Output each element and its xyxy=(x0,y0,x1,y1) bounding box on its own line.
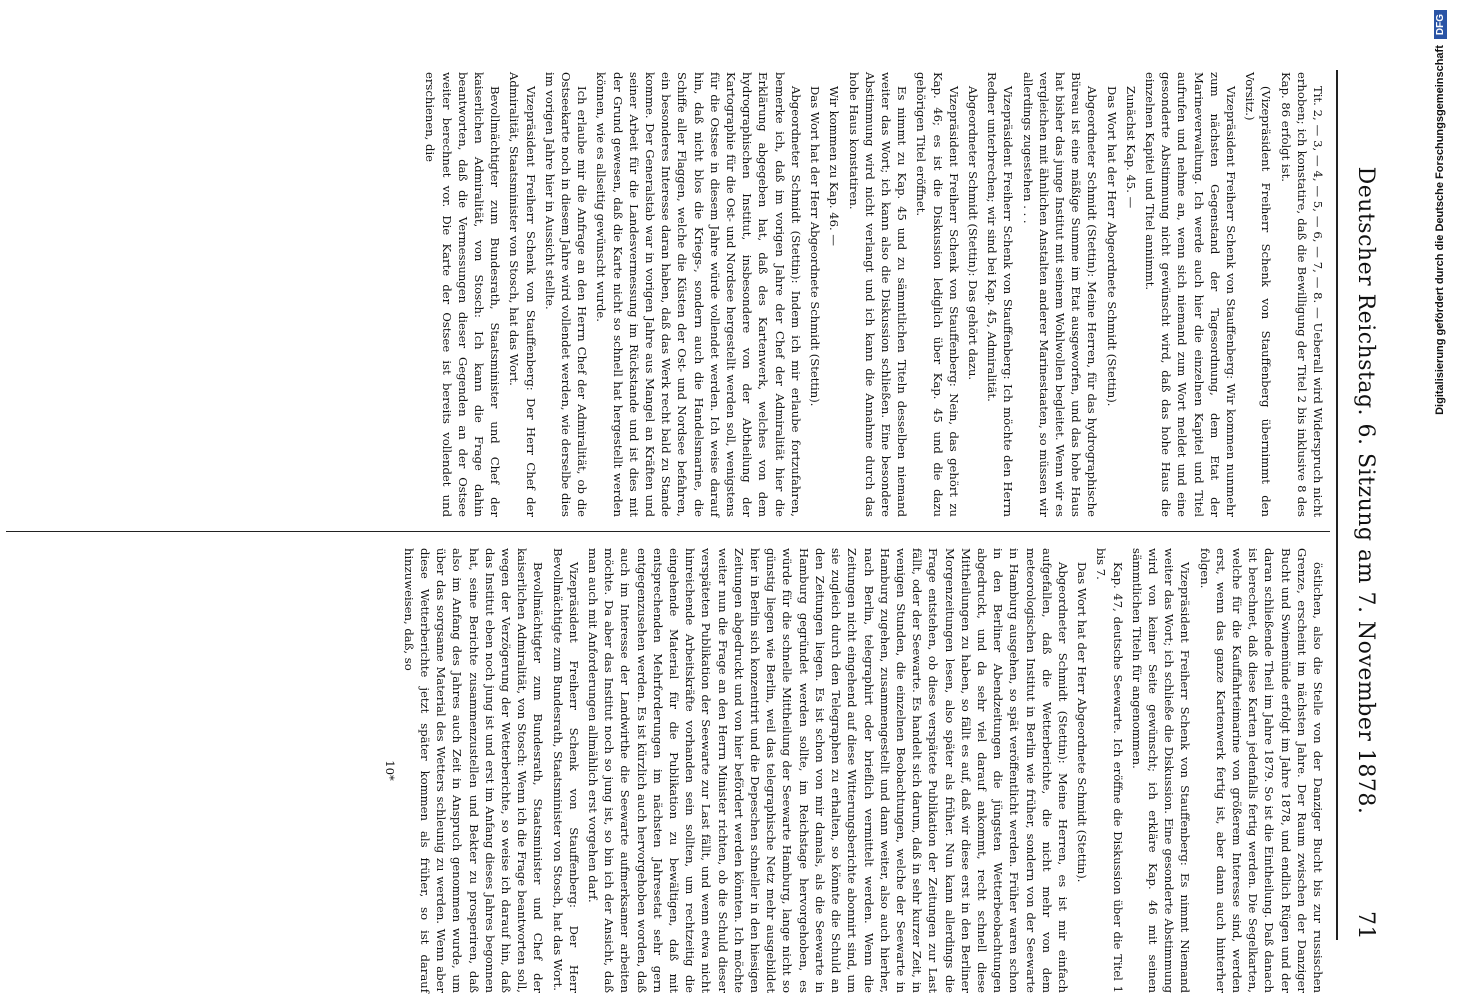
paragraph: Abgeordneter Schmidt (Stettin): Meine Herren, für das hydrographische Büreau ist eine mäßige Summe im Etat ausgeworfen, und das hohe Haus hat bisher das junge Institut mit seinem Wohlwollen begleitet. Wenn wir es vergleichen mit ähnlichen Anstalten anderer Marinestaaten, so müssen wir allerdings zugestehen . . . xyxy=(1020,72,1100,517)
paragraph: Abgeordneter Schmidt (Stettin): Meine Herren, es ist mir einfach aufgefallen, daß die Wetterberichte, die nicht mehr von dem meteorologischen Institut in Berlin wie früher, sondern von der Seewarte in Hamburg ausgehen, so spät veröffentlicht werden. Früher waren schon in den Berliner Abendzeitungen die jüngsten Wetterbeobachtungen abgedruckt, und da sehr viel darauf ankommt, recht schnell diese Mittheilungen zu haben, so fällt es auf, daß wir diese erst in den Berliner Morgenzeitungen lesen, also später als früher. Nun kann allerdings die Frage entstehen, ob diese verspätete Publikation der Zeitungen zur Last fällt, oder der Seewarte. Es handelt sich darum, daß in sehr kurzer Zeit, in wenigen Stunden, die einzelnen Beobachtungen, welche der Seewarte in Hamburg zugehen, zusammengestellt und dann weiter, also auch hierher, nach Berlin, telegraphirt oder brieflich vermittelt werden. Wenn die Zeitungen nicht eingehend auf diese Witterungsberichte abonnirt sind, um sie zugleich durch den Telegraphen zu erhalten, so könnte die Schuld an den Zeitungen liegen. Es ist schon von mir damals, als die Seewarte in Hamburg gegründet werden sollte, im Reichstage hervorgehoben, es würde für die schnelle Mittheilung der Seewarte Hamburg, lange nicht so günstig liegen wie Berlin, weil das telegraphische Netz mehr ausgebildet hier in Berlin sich konzentrirt und die Depeschen schneller in den hiesigen Zeitungen abgedruckt und von hier befördert werden könnten. Ich möchte weiter nun die Frage an den Herrn Minister richten, ob die Schuld dieser verspäteten Publikation der Seewarte zur Last fällt, und wenn etwa nicht hinreichende Arbeitskräfte vorhanden sein sollten, um rechtzeitig die eingehende Material für die Publikation zu bewältigen, daß mit entsprechenden Mehrforderungen im nächsten Jahresetat sehr gern entgegenzusehen werden. Es ist kürzlich auch hervorgehoben worden, daß auch im Interesse der Landwirthe die Seewarte aufmerksamer arbeiten möchte. Da aber das Institut noch so jung ist, so bin ich der Ansicht, daß man auch mit Anforderungen allmählich erst vorgehen darf. xyxy=(586,548,1070,993)
paragraph: Vizepräsident Freiherr Schenk von Stauffenberg: Der Herr Bevollmächtigte zum Bundesrath, Staatsminister von Stosch, hat das Wort. xyxy=(550,548,581,993)
paragraph: Vizepräsident Freiherr Schenk von Stauffenberg: Es nimmt Niemand weiter das Wort; ich schließe die Diskussion. Eine gesonderte Abstimmung wird von keiner Seite gewünscht; ich erkläre Kap. 46 mit seinen sämmtlichen Titeln für angenommen. xyxy=(1129,548,1193,993)
digitization-note-wrapper xyxy=(1420,0,1460,1000)
paragraph: 10* xyxy=(382,760,397,781)
paragraph: Kap. 47, deutsche Seewarte. Ich eröffne die Diskussion über die Titel 1 bis 7. xyxy=(1094,548,1125,993)
paragraph: Wir kommen zu Kap. 46. — xyxy=(827,86,842,246)
dfg-logo: DFG xyxy=(1434,10,1447,39)
digitization-note: Digitalisierung gefördert durch die Deutsche Forschungsgemeinschaft xyxy=(1434,45,1446,415)
page-header-title: Deutscher Reichstag. 6. Sitzung am 7. November 1878. xyxy=(1353,166,1379,815)
paragraph: Ich erlaube mir die Anfrage an den Herrn Chef der Admiralität, ob die Ostseekarte noch in diesem Jahre wird vollendet werden, wie derselbe dies im vorigen Jahre hier in Aussicht stellte. xyxy=(542,72,590,517)
paragraph: Vizepräsident Freiherr Schenk von Stauffenberg: Wir kommen nunmehr zum nächsten Gegenstand der Tagesordnung, dem Etat der Marineverwaltung. Ich werde auch hier die einzelnen Kapitel und Titel aufrufen und nehme an, wenn sich niemand zum Wort meldet und eine gesonderte Abstimmung nicht gewünscht wird, daß das hohe Haus die einzelnen Kapitel und Titel annimmt. xyxy=(1142,72,1238,517)
paragraph: Vizepräsident Freiherr Schenk von Stauffenberg: Nein, das gehört zu Kap. 46; es ist die Diskussion lediglich über Kap. 45 und die dazu gehörigen Titel eröffnet. xyxy=(914,72,961,517)
column-divider xyxy=(6,531,1330,532)
left-column xyxy=(419,72,1326,517)
paragraph: östlichen, also die Stelle von der Danziger Bucht bis zur russischen Grenze, erscheint im nächsten Jahre. Der Raum zwischen der Danziger Bucht und Swinemünde erfolgt im Jahre 1878, und endlich Rügen und der daran schließende Theil im Jahre 1879. So ist die Eintheilung. Daß danach ist berechnet, daß diese Karten jedenfalls fertig werden. Die Segelkarten, welche für die Kauffahrteimarine von größerem Interesse sind, werden erst, wenn das ganze Kartenwerk fertig ist, aber dann auch hinterher folgen. xyxy=(1197,548,1325,993)
paragraph: Bevollmächtigter zum Bundesrath, Staatsminister und Chef der kaiserlichen Admiralität, von Stosch: Wenn ich die Frage beantworten soll, wegen der Verzögerung der Wetterberichte, so weise ich darauf hin, daß das Institut eben noch jung ist und erst im Anfang dieses Jahres begonnen hat, seine Berichte zusammenzustellen und Bekter zu prosperiren, daß also im Anfang des Jahres auch Zeit in Anspruch genommen wurde, um über das sorgsame Material des Wetters schleunig zu werden. Wenn aber diese Wetterberichte jetzt später kommen als früher, so ist darauf hinzuweisen, daß, so xyxy=(401,548,546,993)
paragraph: Abgeordneter Schmidt (Stettin): Indem ich mir erlaube fortzufahren, bemerke ich, daß im vorigen Jahre der Chef der Admiralität hier die Erklärung abgegeben hat, daß des Kartenwerk, welches von dem hydrographischen Institut, insbesondere von der Abtheilung der Kartographie für die Ost- und Nordsee hergestellt werden soll, wenigstens für die Ostsee in diesem Jahre würde vollendet werden. Ich weise darauf hin, daß nicht blos die Kriegs-, sondern auch die Handelsmarine, die Schiffe aller Flaggen, welche die Küsten der Ost- und Nordsee befahren, ein besonderes Interesse daran haben, daß das Werk recht bald zu Stande komme. Der Generalstab war in vorigen Jahre aus Mangel an Kräften und seiner Arbeit für die Landesvermessung im Rückstande und ist dies mit der Grund gewesen, daß die Karte nicht so schnell hat hergestellt werden können, wie es allseitig gewünscht wurde. xyxy=(594,72,803,517)
paragraph: Vizepräsident Freiherr Schenk von Stauffenberg: Der Herr Chef der Admiralität, Staatsminister von Stosch, hat das Wort. xyxy=(507,72,538,517)
page-number: 71 xyxy=(1353,911,1379,940)
paragraph: Vizepräsident Freiherr Schenk von Stauffenberg: Ich möchte den Herrn Redner unterbrechen; wir sind bei Kap. 45, Admiralität. xyxy=(985,72,1016,517)
digitization-strip xyxy=(1392,0,1446,1000)
paragraph: Bevollmächtigter zum Bundesrath, Staatsminister und Chef der kaiserlichen Admiralität, von Stosch: Ich kann die Frage dahin beantworten, daß die Vermessungen dieser Gegenden an der Ostsee weiter berechnet vor. Die Karte der Ostsee ist bereits vollendet und erschienen, die xyxy=(423,72,503,517)
header-rule xyxy=(1336,70,1338,940)
paragraph: Das Wort hat der Herr Abgeordnete Schmidt (Stettin). xyxy=(1075,562,1090,883)
paragraph: Zunächst Kap. 45. — xyxy=(1123,86,1138,209)
paragraph: Das Wort hat der Herr Abgeordnete Schmidt (Stettin). xyxy=(1104,86,1119,407)
right-column xyxy=(378,548,1326,993)
paragraph: (Vizepräsident Freiherr Schenk von Stauffenberg übernimmt den Vorsitz.) xyxy=(1243,72,1274,517)
paragraph: Abgeordneter Schmidt (Stettin): Das gehört dazu. xyxy=(965,86,980,381)
paragraph: Tit. 2, — 3, — 4, — 5, — 6, — 7, — 8. — Ueberall wird Widerspruch nicht erhoben; ich konstatire, daß die Bewilligung der Titel 2 bis inklusive 8 des Kap. 86 erfolgt ist. xyxy=(1278,72,1325,517)
page-header xyxy=(1344,70,1388,940)
paragraph: Es nimmt zu Kap. 45 und zu sämmtlichen Titeln desselben niemand weiter das Wort; ich kann also die Diskussion schließen. Eine besondere Abstimmung wird nicht verlangt und ich kann die Annahme durch das hohe Haus konstatiren. xyxy=(846,72,910,517)
paragraph: Das Wort hat der Herr Abgeordnete Schmidt (Stettin). xyxy=(808,86,823,407)
